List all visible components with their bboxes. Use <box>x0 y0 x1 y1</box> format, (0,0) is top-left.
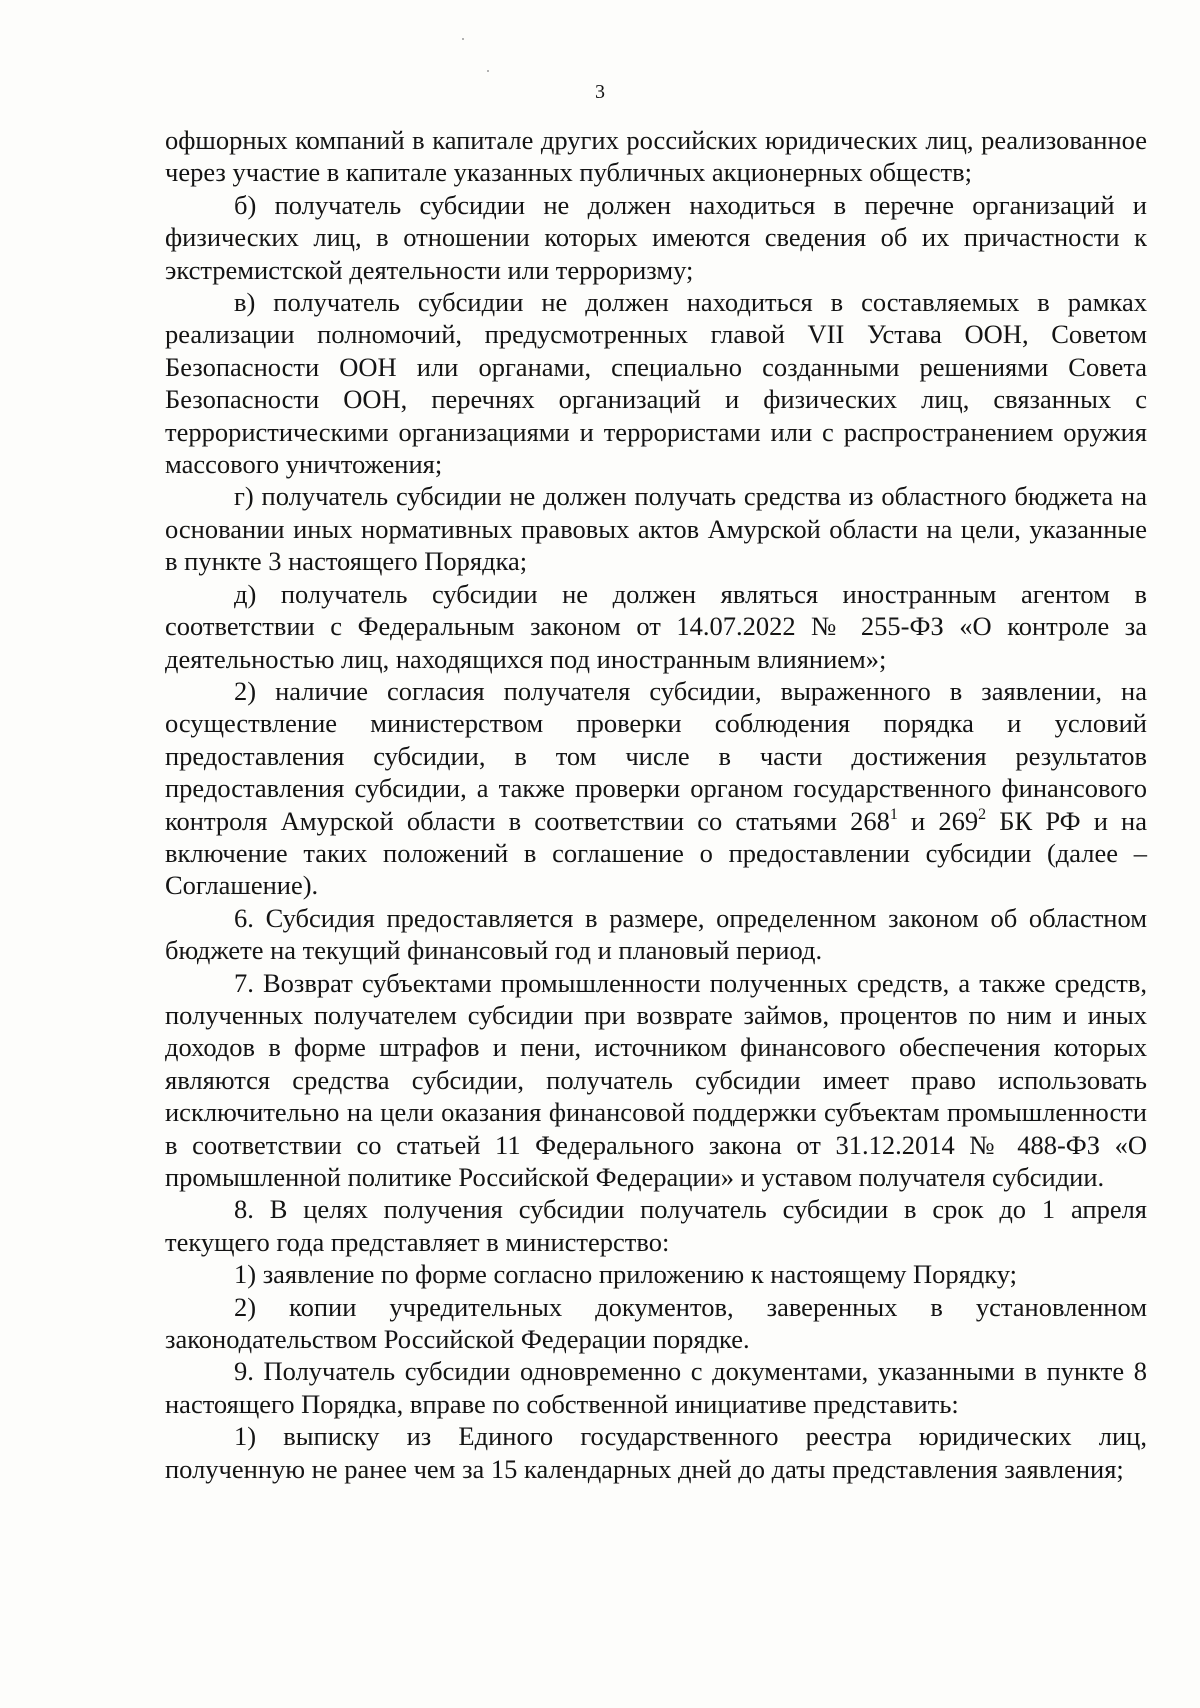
paragraph-2-consent <box>165 675 1147 902</box>
paragraph-g-other-funds: г) получатель субсидии не должен получать средства из областного бюджета на основании иных нормативных правовых актов Амурской области на цели, указанные в пункте 3 настоящего Порядка; <box>165 481 1147 577</box>
paragraph-2-text: 2) наличие согласия получателя субсидии, выраженного в заявлении, на осуществление министерством проверки соблюдения порядка и условий предоставления субсидии, в том числе в части достижения результатов предоставления субсидии, а также проверки органом государственного финансового контроля Амурской области в соответствии со статьями 268 <box>165 675 1147 836</box>
paragraph-d-foreign-agent: д) получатель субсидии не должен являться иностранным агентом в соответствии с Федеральным законом от 14.07.2022 № 255-ФЗ «О контроле за деятельностью лиц, находящихся под иностранным влиянием»; <box>165 578 1147 674</box>
paragraph-2-mid: и 269 <box>897 805 979 836</box>
superscript-268: 1 <box>889 805 898 823</box>
paragraph-9-1-registry-extract: 1) выписку из Единого государственного реестра юридических лиц, полученную не ранее чем за 15 календарных дней до даты представления заявления; <box>165 1421 1147 1484</box>
paragraph-9-optional-documents: 9. Получатель субсидии одновременно с документами, указанными в пункте 8 настоящего Порядка, вправе по собственной инициативе представить: <box>165 1356 1147 1419</box>
paragraph-8-application: 8. В целях получения субсидии получатель субсидии в срок до 1 апреля текущего года представляет в министерство: <box>165 1194 1147 1257</box>
paragraph-offshore: офшорных компаний в капитале других российских юридических лиц, реализованное через участие в капитале указанных публичных акционерных обществ; <box>165 125 1147 188</box>
document-body <box>165 124 1147 1485</box>
paragraph-7-return-of-funds: 7. Возврат субъектами промышленности полученных средств, а также средств, полученных получателем субсидии при возврате займов, процентов по ним и иных доходов в форме штрафов и пени, источником финансового обеспечения которых являются средства субсидии, получатель субсидии имеет право использовать исключительно на цели оказания финансовой поддержки субъектам промышленности в соответствии со статьей 11 Федерального закона от 31.12.2014 № 488-ФЗ «О промышленной политике Российской Федерации» и уставом получателя субсидии. <box>165 967 1147 1192</box>
scan-speck <box>462 38 464 40</box>
superscript-269: 2 <box>978 805 987 823</box>
paragraph-8-2-founding-documents: 2) копии учредительных документов, заверенных в установленном законодательством Российской Федерации порядке. <box>165 1291 1147 1355</box>
page-number: 3 <box>595 81 605 103</box>
paragraph-b-extremism-list: б) получатель субсидии не должен находиться в перечне организаций и физических лиц, в отношении которых имеются сведения об их причастности к экстремистской деятельности или терроризму; <box>165 189 1147 285</box>
paragraph-8-1-application-form: 1) заявление по форме согласно приложению к настоящему Порядку; <box>234 1259 1018 1290</box>
paragraph-2-tail: БК РФ и на включение таких положений в соглашение о предоставлении субсидии (далее – Соглашение). <box>165 805 1147 901</box>
paragraph-6-subsidy-amount: 6. Субсидия предоставляется в размере, определенном законом об областном бюджете на текущий финансовый год и плановый период. <box>165 902 1147 966</box>
scan-speck <box>487 70 489 72</box>
paragraph-v-un-lists: в) получатель субсидии не должен находиться в составляемых в рамках реализации полномочий, предусмотренных главой VII Устава ООН, Советом Безопасности ООН или органами, специально созданными решениями Совета Безопасности ООН, перечнях организаций и физических лиц, связанных с террористическими организациями и террористами или с распространением оружия массового уничтожения; <box>165 287 1147 480</box>
